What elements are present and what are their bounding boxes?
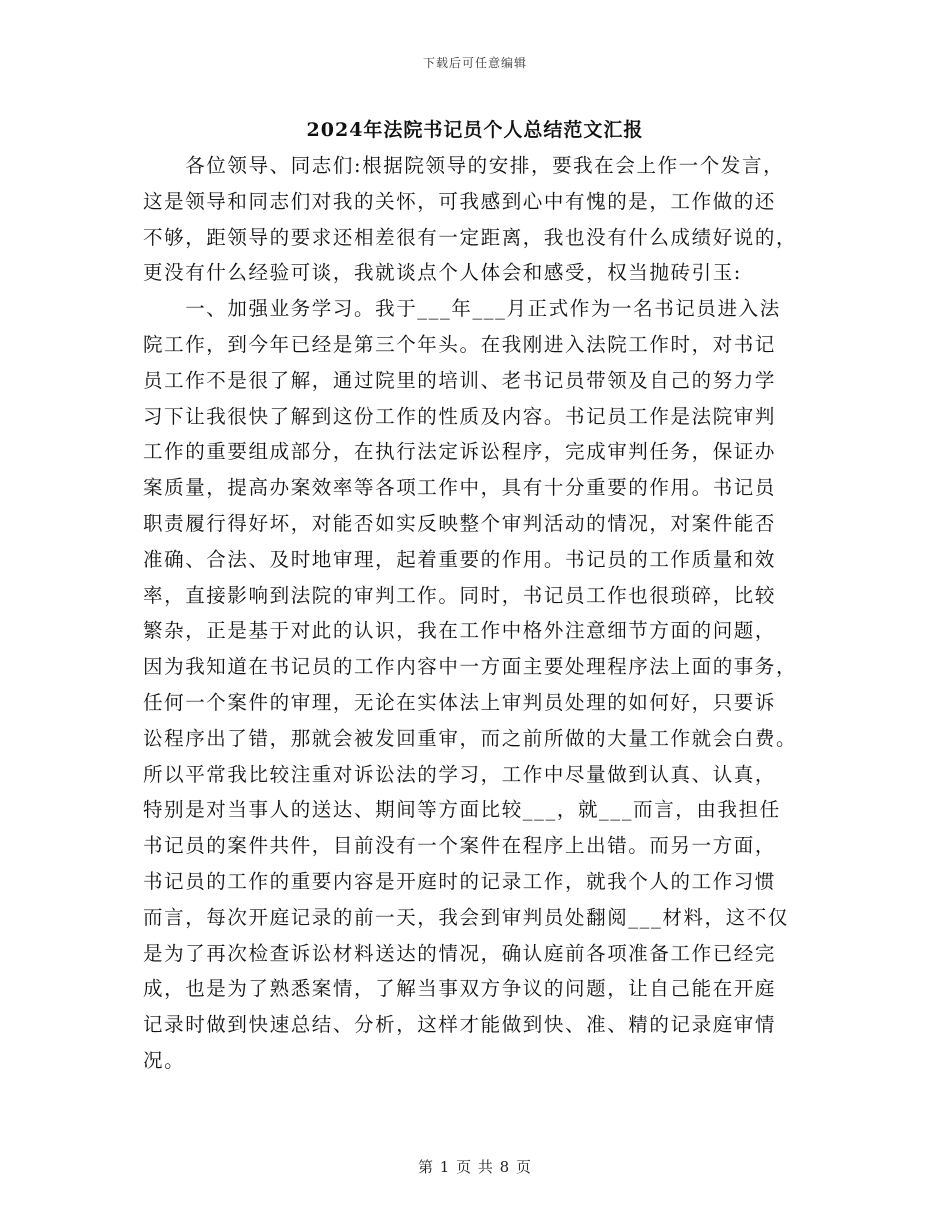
body-line: 率，直接影响到法院的审判工作。同时，书记员工作也很琐碎，比较 <box>143 583 777 607</box>
body-line: 员工作不是很了解，通过院里的培训、老书记员带领及自己的努力学 <box>143 368 777 392</box>
body-line: 讼程序出了错，那就会被发回重审，而之前所做的大量工作就会白费。 <box>143 726 798 750</box>
body-line: 特别是对当事人的送达、期间等方面比较___，就___而言，由我担任 <box>143 798 781 822</box>
body-line: 一、加强业务学习。我于___年___月正式作为一名书记员进入法 <box>143 297 781 321</box>
document-title: 2024年法院书记员个人总结范文汇报 <box>306 119 644 141</box>
body-line: 更没有什么经验可谈，我就谈点个人体会和感受，权当抛砖引玉: <box>143 261 742 285</box>
page-footer: 第 1 页 共 8 页 <box>418 1158 532 1176</box>
body-line: 成，也是为了熟悉案情，了解当事双方争议的问题，让自己能在开庭 <box>143 977 777 1001</box>
body-line: 准确、合法、及时地审理，起着重要的作用。书记员的工作质量和效 <box>143 547 777 571</box>
body-line: 而言，每次开庭记录的前一天，我会到审判员处翻阅___材料，这不仅 <box>143 905 789 929</box>
body-line: 书记员的案件共件，目前没有一个案件在程序上出错。而另一方面， <box>143 834 777 858</box>
body-line: 习下让我很快了解到这份工作的性质及内容。书记员工作是法院审判 <box>143 404 777 428</box>
body-line: 不够，距领导的要求还相差很有一定距离，我也没有什么成绩好说的， <box>143 225 798 249</box>
header-note: 下载后可任意编辑 <box>422 56 527 70</box>
body-line: 况。 <box>143 1048 186 1072</box>
body-line: 任何一个案件的审理，无论在实体法上审判员处理的如何好，只要诉 <box>143 690 777 714</box>
document-body <box>143 148 823 1079</box>
body-line: 案质量，提高办案效率等各项工作中，具有十分重要的作用。书记员 <box>143 476 777 500</box>
body-line: 是为了再次检查诉讼材料送达的情况，确认庭前各项准备工作已经完 <box>143 941 777 965</box>
body-line: 工作的重要组成部分，在执行法定诉讼程序，完成审判任务，保证办 <box>143 440 777 464</box>
body-line: 职责履行得好坏，对能否如实反映整个审判活动的情况，对案件能否 <box>143 511 777 535</box>
body-line: 院工作，到今年已经是第三个年头。在我刚进入法院工作时，对书记 <box>143 332 777 356</box>
body-line: 书记员的工作的重要内容是开庭时的记录工作，就我个人的工作习惯 <box>143 869 777 893</box>
body-line: 各位领导、同志们:根据院领导的安排，要我在会上作一个发言， <box>143 154 785 177</box>
body-line: 记录时做到快速总结、分析，这样才能做到快、准、精的记录庭审情 <box>143 1013 777 1037</box>
body-line: 因为我知道在书记员的工作内容中一方面主要处理程序法上面的事务， <box>143 655 798 679</box>
body-line: 这是领导和同志们对我的关怀，可我感到心中有愧的是，工作做的还 <box>143 189 777 213</box>
body-line: 所以平常我比较注重对诉讼法的学习，工作中尽量做到认真、认真， <box>143 762 777 786</box>
body-line: 繁杂，正是基于对此的认识，我在工作中格外注意细节方面的问题， <box>143 619 777 643</box>
